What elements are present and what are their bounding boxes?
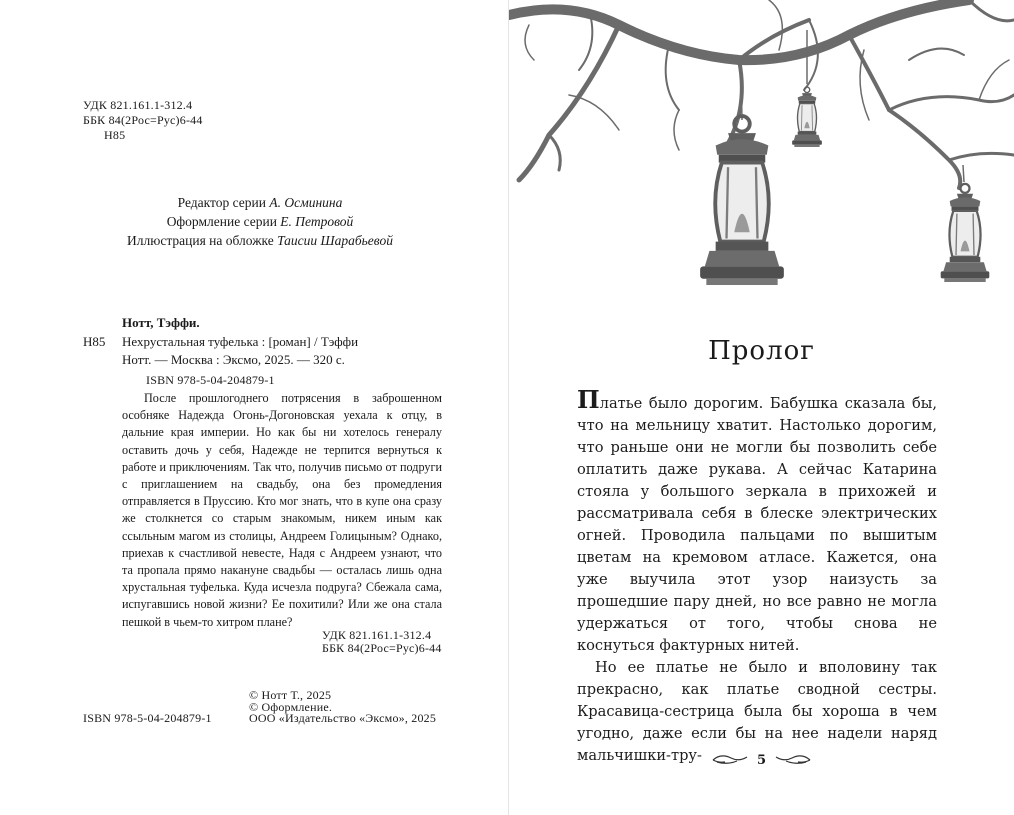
- chapter-title: Пролог: [708, 336, 815, 366]
- udk-code-top: УДК 821.161.1-312.4: [83, 98, 193, 112]
- author-code-top: Н85: [104, 128, 126, 142]
- credit-cover-illustration: Иллюстрация на обложке Таисии Шарабьевой: [127, 233, 393, 248]
- flourish-ornament-icon: [774, 753, 812, 767]
- paragraph-1-text: латье было дорогим. Бабушка сказала бы, что на мельницу хватит. Настолько дорогим, что раньше они не могли бы позволить себе оплатить даже рукава. А сейчас Катарина стояла у большого зеркала в прихожей и рассматривала себя в блеске электрических огней. Проводила пальцами по вышитым цветам на кремовом атласе. Кажется, она уже выучила этот узор наизусть за прошедшие пару дней, но все равно не могла удержаться от того, чтобы снова не коснуться фактурных нитей.: [577, 395, 937, 654]
- copyright-publisher: ООО «Издательство «Эксмо», 2025: [249, 711, 437, 725]
- credit-design: Оформление серии Е. Петровой: [166, 214, 354, 229]
- page-folio: [509, 746, 1014, 774]
- book-annotation: После прошлогоднего потрясения в заброшенном особняке Надежда Огонь-Догоновская уехала к отцу, в дальние края империи. Но как бы ни хотелось генералу оставить дочь у себя, Надежде не терпится вернуться к работе и приключениям. Так что, получив письмо от подруги с приглашением на свадьбу, она без промедления отправляется в Пруссию. Кто мог знать, что в купе она сразу же столкнется со старым знакомым, никем иным как ссыльным магом из столицы, Андреем Голицыным? Однако, приехав к счастливой невесте, Надя с Андреем узнают, что та пропала прямо накануне свадьбы — осталась лишь одна хрустальная туфелька. Куда исчезла подруга? Сбежала сама, испугавшись новой жизни? Ее похитили? Или же она стала пешкой в чьем-то хитром плане?: [122, 391, 442, 629]
- series-credits: [0, 193, 520, 250]
- paragraph-2: Но ее платье не было и вполовину так прекрасно, как платье сводной сестры. Красавица-сестрица была бы хороша в чем угодно, даже если бы на нее надели наряд мальчишки-тру-: [577, 659, 937, 764]
- chapter-body-text: [577, 385, 937, 767]
- credit-editor: Редактор серии А. Осминина: [177, 195, 343, 210]
- copyright-author: © Нотт Т., 2025: [249, 688, 332, 702]
- bbk-code-top: ББК 84(2Рос=Рус)6-44: [83, 113, 203, 127]
- catalog-entry-author: Нотт, Тэффи.: [122, 315, 200, 330]
- catalog-entry-code: Н85: [83, 334, 106, 349]
- paragraph-1: [577, 385, 937, 657]
- flourish-ornament-icon: [711, 753, 749, 767]
- drop-cap: П: [577, 385, 600, 414]
- lanterns-on-branch-illustration: [509, 0, 1014, 310]
- catalog-entry-isbn: ISBN 978-5-04-204879-1: [146, 373, 275, 387]
- page-number: 5: [756, 752, 767, 768]
- catalog-entry-title-line: Нехрустальная туфелька : [роман] / Тэффи: [122, 334, 359, 349]
- udk-code-bottom: УДК 821.161.1-312.4: [322, 628, 432, 642]
- bbk-code-bottom: ББК 84(2Рос=Рус)6-44: [322, 641, 442, 655]
- catalog-entry-publisher-line: Нотт. — Москва : Эксмо, 2025. — 320 с.: [122, 352, 345, 367]
- copyright-design: © Оформление.: [249, 700, 333, 714]
- isbn-bottom: ISBN 978-5-04-204879-1: [83, 711, 212, 725]
- right-page: [509, 0, 1014, 815]
